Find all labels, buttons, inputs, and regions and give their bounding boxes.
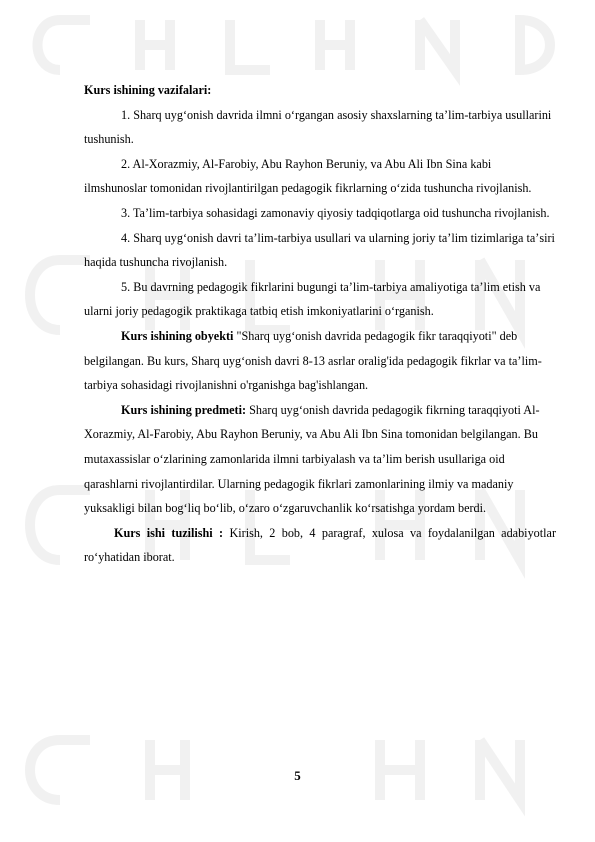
task-item-4: 4. Sharq uygʻonish davri taʼlim-tarbiya usullari va ularning joriy taʼlim tizimlariga taʼsiri haqida tushuncha rivojlanish.	[84, 230, 555, 270]
subject-text: Sharq uygʻonish davrida pedagogik fikrning taraqqiyoti Al-Xorazmiy, Al-Farobiy, Abu Rayhon Beruniy, va Abu Ali Ibn Sina tomonidan belgilangan. Bu mutaxassislar oʻzlarining zamonlarida ilmni tarbiyalash va taʼlim berish usullariga oid qarashlarni rivojlantirdilar. Ularning pedagogik fikrlari zamonlarining ilmiy va madaniy yuksakligi bilan bogʻliq boʻlib, oʻzaro oʻzgaruvchanlik koʻrsatishga yordam berdi.	[84, 402, 540, 516]
subject-label: Kurs ishining predmeti:	[121, 402, 247, 417]
object-paragraph	[84, 324, 556, 398]
task-item-2: 2. Al-Xorazmiy, Al-Farobiy, Abu Rayhon Beruniy, va Abu Ali Ibn Sina kabi ilmshunoslar tomonidan rivojlantirilgan pedagogik fikrlarning oʻzida tushuncha rivojlanish.	[84, 156, 532, 196]
section-heading: Kurs ishining vazifalari:	[84, 83, 212, 97]
page-number: 5	[294, 768, 301, 783]
structure-text: Kirish, 2 bob, 4 paragraf, xulosa va foydalanilgan adabiyotlar roʻyhatidan iborat.	[84, 525, 556, 565]
document-body	[84, 78, 556, 570]
structure-paragraph	[84, 521, 556, 570]
task-item-1: 1. Sharq uygʻonish davrida ilmni oʻrgangan asosiy shaxslarning taʼlim-tarbiya usullarini tushunish.	[84, 107, 552, 147]
task-item-3: 3. Taʼlim-tarbiya sohasidagi zamonaviy qiyosiy tadqiqotlarga oid tushuncha rivojlanish.	[121, 205, 550, 220]
subject-paragraph	[84, 398, 556, 521]
task-item-5: 5. Bu davrning pedagogik fikrlarini bugungi taʼlim-tarbiya amaliyotiga taʼlim etish va ularni joriy pedagogik praktikaga tatbiq etish imkoniyatlarini oʻrganish.	[84, 279, 541, 319]
structure-label: Kurs ishi tuzilishi :	[114, 525, 224, 540]
object-label: Kurs ishining obyekti	[121, 328, 234, 343]
object-text: "Sharq uygʻonish davrida pedagogik fikr taraqqiyoti" deb belgilangan. Bu kurs, Sharq uygʻonish davri 8-13 asrlar oralig'ida pedagogik fikrlar va taʼlim-tarbiya sohasidagi rivojlanishni o'rganishga bag'ishlangan.	[84, 328, 542, 393]
